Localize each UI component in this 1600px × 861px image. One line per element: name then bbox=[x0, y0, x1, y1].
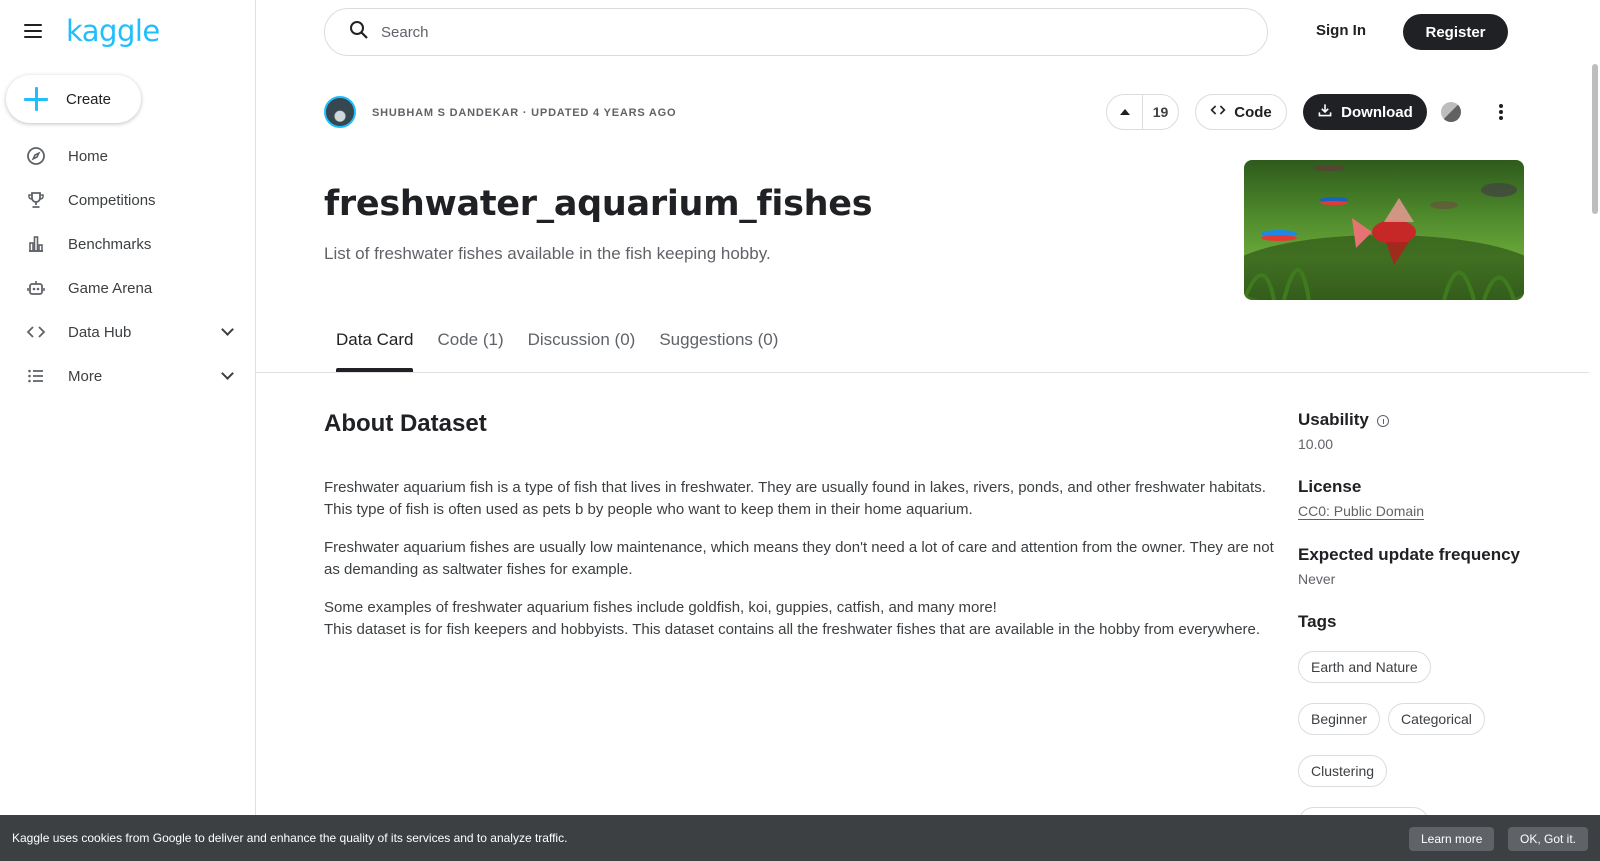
code-brackets-icon bbox=[26, 322, 46, 342]
sign-in-button[interactable]: Sign In bbox=[1316, 22, 1366, 39]
plus-icon bbox=[24, 87, 48, 111]
usability-label: Usability bbox=[1298, 410, 1369, 429]
upvote-button[interactable] bbox=[1107, 95, 1143, 129]
code-brackets-icon bbox=[1210, 102, 1226, 122]
tabs-divider bbox=[256, 372, 1589, 373]
dataset-byline: SHUBHAM S DANDEKAR · UPDATED 4 YEARS AGO bbox=[372, 107, 677, 119]
tab-code[interactable]: Code (1) bbox=[437, 330, 504, 349]
about-paragraph: Some examples of freshwater aquarium fishes include goldfish, koi, guppies, catfish, and many more! bbox=[324, 599, 997, 616]
create-button-label: Create bbox=[66, 90, 112, 108]
sidebar-item-label: Benchmarks bbox=[68, 235, 152, 253]
license-label: License bbox=[1298, 477, 1362, 496]
sidebar-header bbox=[24, 14, 160, 48]
sidebar-item-competitions[interactable] bbox=[0, 178, 256, 222]
about-heading: About Dataset bbox=[324, 410, 487, 437]
dataset-cover-image bbox=[1244, 160, 1524, 300]
sidebar-item-data-hub[interactable] bbox=[0, 310, 256, 354]
license-section bbox=[1298, 477, 1538, 519]
cookie-ok-button[interactable]: OK, Got it. bbox=[1508, 827, 1588, 851]
avatar[interactable] bbox=[324, 96, 356, 128]
page-title: freshwater_aquarium_fishes bbox=[324, 184, 873, 224]
sidebar bbox=[0, 0, 256, 861]
usability-value: 10.00 bbox=[1298, 436, 1334, 452]
theme-toggle-icon[interactable] bbox=[1441, 102, 1461, 122]
license-link[interactable]: CC0: Public Domain bbox=[1298, 503, 1425, 519]
cookie-banner bbox=[0, 815, 1600, 861]
compass-icon bbox=[26, 146, 46, 166]
update-frequency-value: Never bbox=[1298, 571, 1336, 587]
vote-count: 19 bbox=[1152, 104, 1169, 120]
usability-heading bbox=[1298, 410, 1538, 430]
more-options-icon[interactable] bbox=[1497, 102, 1505, 122]
sidebar-item-label: Data Hub bbox=[68, 323, 132, 341]
tag-chip[interactable]: Categorical bbox=[1388, 703, 1485, 735]
robot-icon bbox=[26, 278, 46, 298]
tab-discussion[interactable]: Discussion (0) bbox=[527, 330, 636, 349]
info-icon[interactable] bbox=[1377, 415, 1389, 427]
register-button[interactable]: Register bbox=[1403, 14, 1508, 50]
tags-label: Tags bbox=[1298, 612, 1337, 631]
chevron-down-icon[interactable] bbox=[221, 323, 234, 336]
sidebar-nav bbox=[0, 134, 256, 398]
tag-list bbox=[1298, 651, 1538, 839]
download-button-label: Download bbox=[1341, 103, 1413, 121]
kaggle-logo[interactable]: kaggle bbox=[66, 14, 160, 48]
download-button[interactable] bbox=[1303, 94, 1427, 130]
dataset-tabs bbox=[324, 330, 790, 372]
arrow-up-icon bbox=[1120, 109, 1130, 115]
search-icon bbox=[349, 20, 369, 45]
about-description bbox=[324, 477, 1274, 641]
create-button[interactable] bbox=[6, 75, 141, 123]
sidebar-item-benchmarks[interactable] bbox=[0, 222, 256, 266]
chevron-down-icon[interactable] bbox=[221, 367, 234, 380]
sidebar-item-label: Home bbox=[68, 147, 109, 165]
tag-chip[interactable]: Clustering bbox=[1298, 755, 1387, 787]
search-placeholder: Search bbox=[381, 23, 429, 41]
sidebar-item-game-arena[interactable] bbox=[0, 266, 256, 310]
about-paragraph: Freshwater aquarium fishes are usually low maintenance, which means they don't need a lot of care and attention from the owner. They are not as demanding as saltwater fishes for example. bbox=[324, 539, 1274, 578]
sidebar-item-label: Competitions bbox=[68, 191, 156, 209]
bar-chart-icon bbox=[26, 234, 46, 254]
cookie-banner-text: Kaggle uses cookies from Google to deliver and enhance the quality of its services and to analyze traffic. bbox=[12, 831, 568, 845]
update-frequency-label: Expected update frequency bbox=[1298, 545, 1521, 564]
list-icon bbox=[26, 366, 46, 386]
sidebar-item-home[interactable] bbox=[0, 134, 256, 178]
code-button-label: Code bbox=[1234, 103, 1272, 121]
tag-chip[interactable]: Beginner bbox=[1298, 703, 1380, 735]
about-paragraph: Freshwater aquarium fish is a type of fish that lives in freshwater. They are usually found in lakes, rivers, ponds, and other freshwater habitats. This type of fish is often used as pets b by people who want to keep them in their home aquarium. bbox=[324, 479, 1266, 518]
update-frequency-section bbox=[1298, 545, 1538, 587]
sidebar-item-label: More bbox=[68, 367, 103, 385]
tags-section bbox=[1298, 612, 1538, 632]
vote-widget bbox=[1106, 94, 1179, 130]
search-input[interactable] bbox=[324, 8, 1268, 56]
download-icon bbox=[1317, 102, 1333, 122]
learn-more-button[interactable]: Learn more bbox=[1409, 827, 1494, 851]
usability-section bbox=[1298, 410, 1538, 452]
page-scrollbar[interactable] bbox=[1592, 64, 1598, 214]
code-button[interactable] bbox=[1195, 94, 1287, 130]
page-subtitle: List of freshwater fishes available in the fish keeping hobby. bbox=[324, 244, 771, 263]
about-paragraph: This dataset is for fish keepers and hobbyists. This dataset contains all the freshwater fishes that are available in the hobby from everywhere. bbox=[324, 621, 1261, 638]
tab-suggestions[interactable]: Suggestions (0) bbox=[659, 330, 779, 349]
hamburger-menu-icon[interactable] bbox=[24, 19, 48, 43]
sidebar-item-label: Game Arena bbox=[68, 279, 153, 297]
trophy-icon bbox=[26, 190, 46, 210]
tag-chip[interactable]: Earth and Nature bbox=[1298, 651, 1431, 683]
tab-data-card[interactable]: Data Card bbox=[324, 330, 425, 372]
sidebar-item-more[interactable] bbox=[0, 354, 256, 398]
